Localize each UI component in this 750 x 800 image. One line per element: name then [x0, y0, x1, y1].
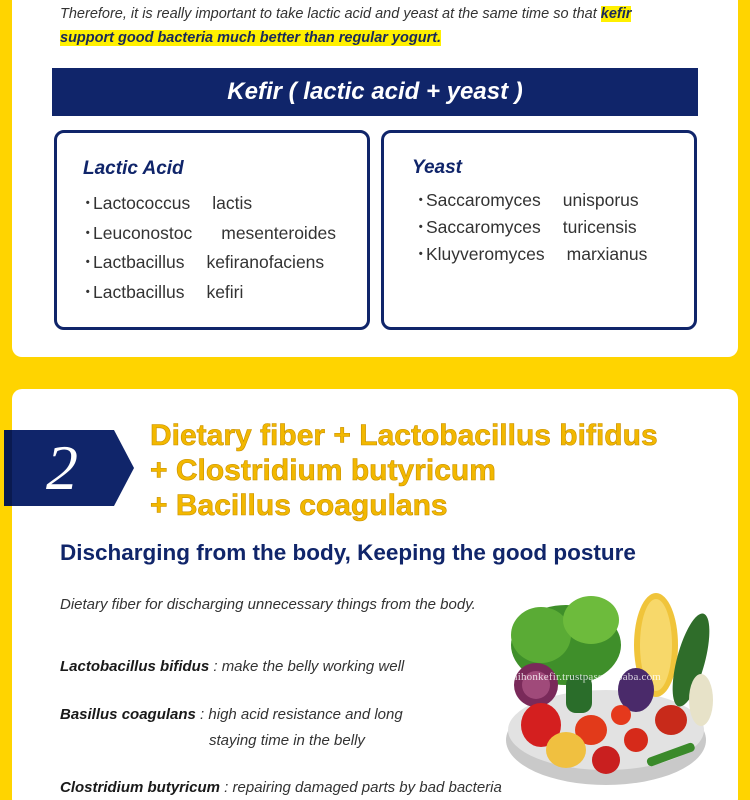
list-item	[79, 219, 336, 249]
bifidus-line	[60, 654, 404, 680]
bullet-icon: ・	[79, 281, 97, 302]
item-desc: : repairing damaged parts by bad bacteria	[220, 779, 502, 796]
genus: Saccaromyces	[426, 217, 541, 237]
title-line: + Clostridium butyricum	[150, 454, 496, 487]
item-desc: : high acid resistance and long	[195, 706, 403, 723]
list-item	[412, 187, 647, 214]
kefir-header-bar: Kefir ( lactic acid + yeast )	[52, 68, 698, 116]
genus: Leuconostoc	[93, 222, 193, 243]
section-number: 2	[46, 432, 78, 503]
fiber-description: Dietary fiber for discharging unnecessary things from the body.	[60, 596, 476, 613]
genus: Saccaromyces	[426, 190, 541, 210]
species: lactis	[212, 193, 253, 213]
section-number-badge	[4, 428, 134, 508]
bullet-icon: ・	[412, 190, 430, 210]
section-2-title	[150, 418, 658, 523]
species: kefiranofaciens	[206, 252, 325, 272]
bullet-icon: ・	[79, 222, 97, 243]
section-2-subhead: Discharging from the body, Keeping the good posture	[60, 540, 636, 565]
item-name: Basillus coagulans	[60, 706, 196, 723]
species: unisporus	[562, 190, 639, 210]
genus: Lactococcus	[93, 193, 191, 213]
vegetable-basket-image	[496, 590, 728, 790]
list-item	[79, 278, 336, 308]
coagulans-line-2: staying time in the belly	[209, 732, 365, 749]
butyricum-line	[60, 775, 502, 800]
species: mesenteroides	[221, 222, 337, 243]
list-item	[412, 214, 647, 241]
bullet-icon: ・	[412, 217, 430, 237]
bullet-icon: ・	[79, 193, 97, 213]
list-item	[79, 189, 336, 219]
lactic-acid-title: Lactic Acid	[83, 158, 184, 179]
list-item	[412, 241, 647, 268]
intro-highlight: kefir support good bacteria much better than regular yogurt.	[60, 6, 632, 46]
intro-text: Therefore, it is really important to take lactic acid and yeast at the same time so that	[60, 6, 601, 22]
lactic-acid-list	[79, 189, 336, 307]
coagulans-line	[60, 702, 403, 728]
yeast-box	[381, 130, 697, 330]
intro-paragraph	[60, 2, 660, 50]
bullet-icon: ・	[412, 244, 430, 264]
species: turicensis	[562, 217, 637, 237]
bullet-icon: ・	[79, 252, 97, 272]
genus: Lactbacillus	[93, 281, 185, 302]
yeast-list	[412, 187, 647, 268]
item-name: Lactobacillus bifidus	[60, 658, 210, 675]
genus: Lactbacillus	[93, 252, 185, 272]
species: marxianus	[566, 244, 648, 264]
item-desc: : make the belly working well	[209, 658, 405, 675]
yeast-title: Yeast	[412, 157, 462, 178]
watermark-text: nihonkefir.trustpass.alibaba.com	[512, 671, 662, 683]
genus: Kluyveromyces	[426, 244, 545, 264]
item-name: Clostridium butyricum	[60, 779, 221, 796]
species: kefiri	[206, 281, 244, 302]
lactic-acid-box	[54, 130, 370, 330]
list-item	[79, 248, 336, 278]
title-line: + Bacillus coagulans	[150, 489, 448, 522]
title-line: Dietary fiber + Lactobacillus bifidus	[150, 419, 658, 452]
